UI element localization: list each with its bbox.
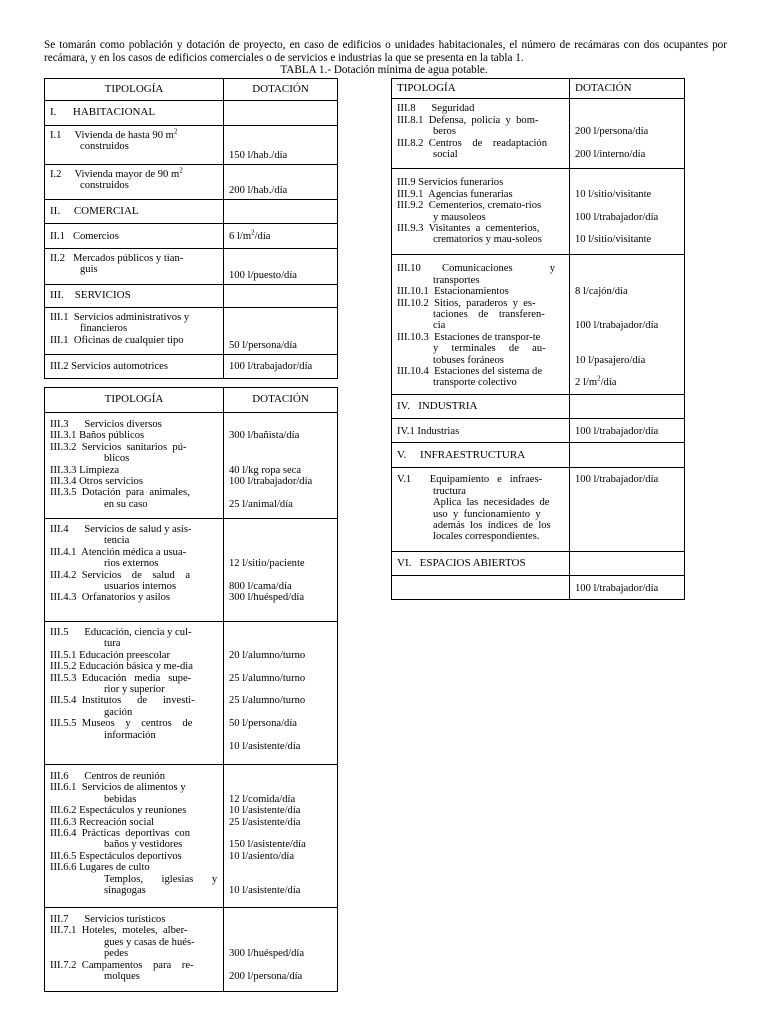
section-espacios-abiertos: VI. ESPACIOS ABIERTOS: [392, 552, 570, 576]
group-iii6: III.6 Centros de reunión III.6.1 Servicios de alimentos y bebidas III.6.2 Espectáculos y reuniones III.6.3 Recreación social III.6.4 Prácticas deportivas con baños y vestidores III.6.5 Espectáculos deportivos III.6.6 Lugares de culto Templos, iglesias y sinagogas: [45, 765, 224, 908]
table-servicios-industria-infraestructura: [391, 78, 685, 600]
value-iv1: 100 l/trabajador/día: [570, 419, 685, 443]
header-tipologia: TIPOLOGÍA: [45, 79, 224, 101]
header-tipologia-3: TIPOLOGÍA: [392, 79, 570, 99]
header-dotacion-2: DOTACIÓN: [224, 388, 338, 413]
intro-paragraph: Se tomarán como población y dotación de proyecto, en caso de edificios o unidades habitacionales, el número de recámaras con dos ocupantes por recámara, y en los casos de edificios comerciales o de servicios e industrias la que se presenta en la tabla 1.: [44, 39, 727, 64]
group-iii10: III.10 Comunicaciones y transportes III.10.1 Estacionamientos III.10.2 Sitios, paraderos y es- taciones de transferen- cia III.10.3 Estaciones de transpor-te y terminales de au- tobuses foráneos III.10.4 Estaciones del sistema de transporte colectivo: [392, 255, 570, 395]
group-iii4: III.4 Servicios de salud y asis- tencia III.4.1 Atención médica a usua- rios externos III.4.2 Servicios de salud a usuarios internos III.4.3 Orfanatorios y asilos: [45, 519, 224, 622]
value-ii2: 100 l/puesto/día: [224, 249, 338, 285]
value-vi: 100 l/trabajador/día: [570, 576, 685, 600]
section-comercial: II. COMERCIAL: [45, 200, 224, 224]
section-servicios: III. SERVICIOS: [45, 285, 224, 308]
group-iii8: III.8 Seguridad III.8.1 Defensa, policía y bom- beros III.8.2 Centros de readaptación social: [392, 99, 570, 169]
value-i1: 150 l/hab./día: [224, 126, 338, 165]
row-iii1: III.1 Servicios administrativos y financieros III.1 Oficinas de cualquier tipo: [45, 308, 224, 355]
values-iii5: 20 l/alumno/turno 25 l/alumno/turno 25 l/alumno/turno 50 l/persona/día 10 l/asistente/día: [224, 622, 338, 765]
values-iii7: 300 l/huésped/día 200 l/persona/día: [224, 908, 338, 992]
row-iii2: III.2 Servicios automotrices: [45, 355, 224, 379]
value-i2: 200 l/hab./día: [224, 165, 338, 200]
table-servicios-detalle: [44, 387, 338, 992]
values-iii6: 12 l/comida/día 10 l/asistente/día 25 l/asistente/día 150 l/asistente/día 10 l/asiento/día 10 l/asistente/día: [224, 765, 338, 908]
section-infraestructura: V. INFRAESTRUCTURA: [392, 443, 570, 468]
row-ii1: II.1 Comercios: [45, 224, 224, 249]
group-iii5: III.5 Educación, ciencia y cul- tura III.5.1 Educación preescolar III.5.2 Educación básica y me-dia III.5.3 Educación media supe- rior y superior III.5.4 Institutos de investi- gación III.5.5 Museos y centros de información: [45, 622, 224, 765]
value-v1: 100 l/trabajador/día: [570, 468, 685, 552]
section-industria: IV. INDUSTRIA: [392, 395, 570, 419]
section-habitacional: I. HABITACIONAL: [45, 101, 224, 126]
row-ii2: II.2 Mercados públicos y tian- guis: [45, 249, 224, 285]
value-iii2: 100 l/trabajador/día: [224, 355, 338, 379]
group-v1: V.1 Equipamiento e infraes- tructura Aplica las necesidades de uso y funcionamiento y además los índices de los locales correspondientes.: [392, 468, 570, 552]
header-tipologia-2: TIPOLOGÍA: [45, 388, 224, 413]
group-iii3: III.3 Servicios diversos III.3.1 Baños públicos III.3.2 Servicios sanitarios pú- blicos III.3.3 Limpieza III.3.4 Otros servicios III.3.5 Dotación para animales, en su caso: [45, 413, 224, 519]
value-ii1: 6 $l/m^2$/día: [224, 224, 338, 249]
header-dotacion-3: DOTACIÓN: [570, 79, 685, 99]
values-iii10: 8 l/cajón/día 100 l/trabajador/día 10 l/pasajero/día 2 $l/m^2$/día: [570, 255, 685, 395]
group-iii9: III.9 Servicios funerarios III.9.1 Agencias funerarias III.9.2 Cementerios, cremato-rios y mausoleos III.9.3 Visitantes a cementerios, crematorios y mau-soleos: [392, 169, 570, 255]
group-iii7: III.7 Servicios turísticos III.7.1 Hoteles, moteles, alber- gues y casas de hués-pedes III.7.2 Campamentos para re- molques: [45, 908, 224, 992]
row-iv1: IV.1 Industrias: [392, 419, 570, 443]
header-dotacion: DOTACIÓN: [224, 79, 338, 101]
row-i2: I.2 Vivienda mayor de 90 $m^2$ construidos: [45, 165, 224, 200]
values-iii4: 12 l/sitio/paciente 800 l/cama/día 300 l/huésped/día: [224, 519, 338, 622]
values-iii3: 300 l/bañista/día 40 l/kg ropa seca 100 l/trabajador/día 25 l/animal/día: [224, 413, 338, 519]
values-iii8: 200 l/persona/día 200 l/interno/día: [570, 99, 685, 169]
values-iii9: 10 l/sitio/visitante 100 l/trabajador/día 10 l/sitio/visitante: [570, 169, 685, 255]
value-iii1: 50 l/persona/día: [224, 308, 338, 355]
table-habitacional-comercial-servicios: [44, 78, 338, 379]
table-caption: TABLA 1.- Dotación mínima de agua potable.: [280, 64, 488, 76]
row-i1: I.1 Vivienda de hasta 90 $m^2$ construidos: [45, 126, 224, 165]
